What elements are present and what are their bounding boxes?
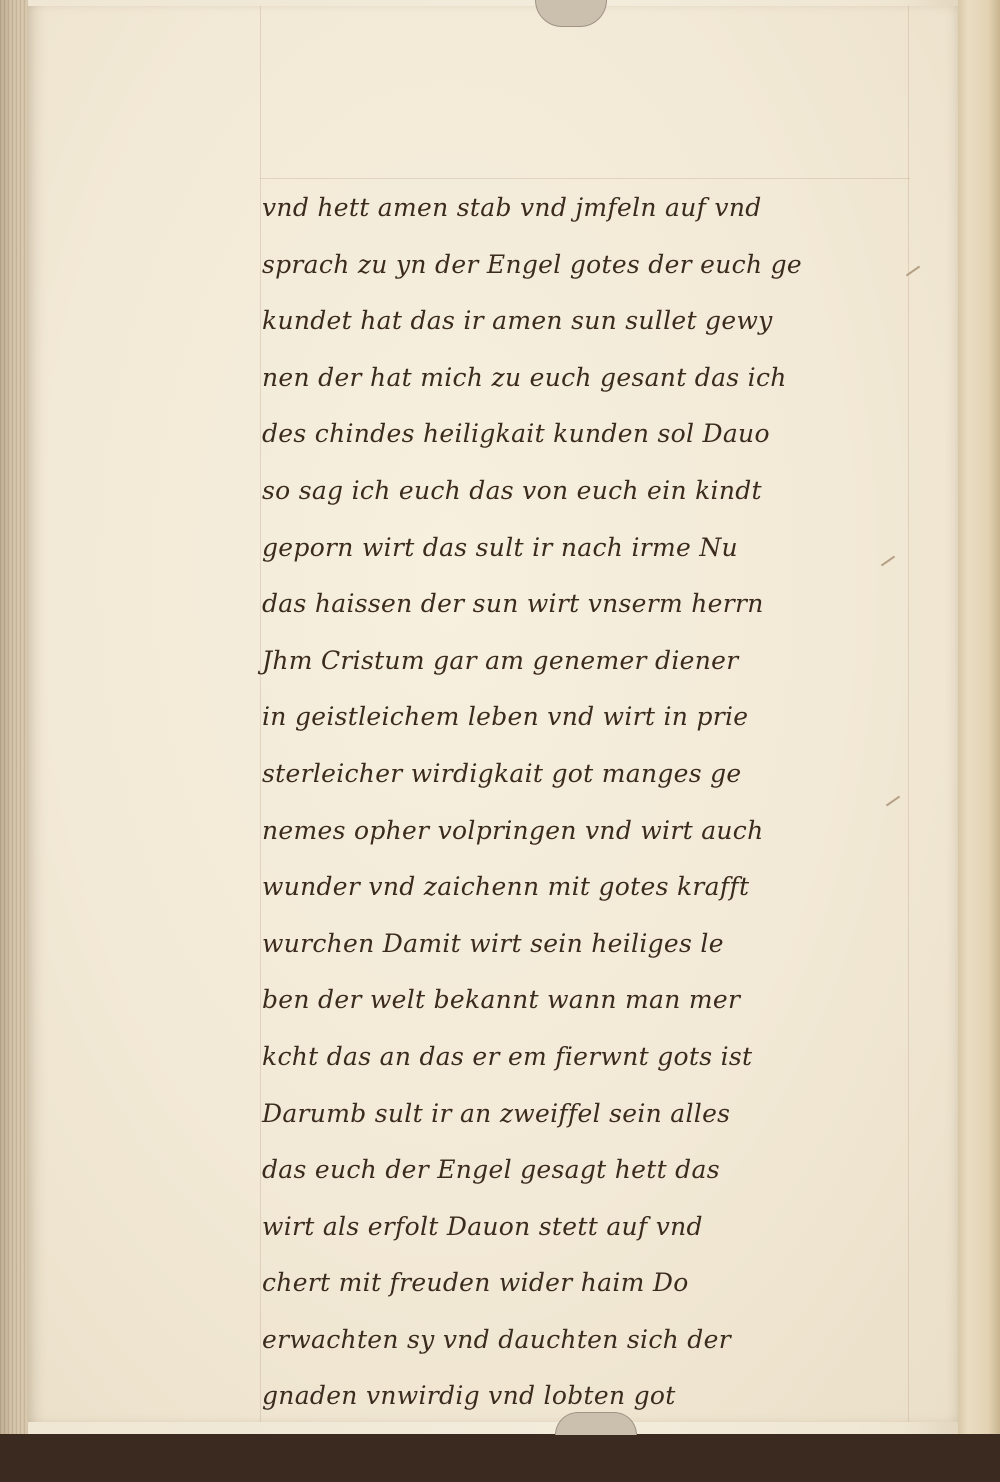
text-line: geporn wirt das sult ir nach irme Nu bbox=[262, 532, 738, 562]
text-line: ben der welt bekannt wann man mer bbox=[262, 985, 741, 1015]
text-line: nen der hat mich zu euch gesant das ich bbox=[262, 362, 787, 392]
ruling-line-top bbox=[260, 178, 910, 179]
manuscript-text bbox=[262, 180, 902, 1482]
text-line: vnd hett amen stab vnd jmfeln auf vnd bbox=[262, 193, 762, 222]
text-line: Darumb sult ir an zweiffel sein alles bbox=[262, 1098, 731, 1128]
ruling-line-right bbox=[908, 6, 909, 1422]
text-line: gnaden vnwirdig vnd lobten got bbox=[262, 1381, 676, 1411]
text-line: sprach zu yn der Engel gotes der euch ge bbox=[262, 249, 803, 279]
text-line: wirt als erfolt Dauon stett auf vnd bbox=[262, 1211, 703, 1241]
left-page-stack bbox=[0, 0, 28, 1434]
text-line: Jhm Cristum gar am genemer diener bbox=[262, 645, 739, 675]
text-line: kundet hat das ir amen sun sullet gewy bbox=[262, 306, 773, 336]
text-line: wurchen Damit wirt sein heiliges le bbox=[262, 928, 724, 958]
text-line: nemes opher volpringen vnd wirt auch bbox=[262, 815, 764, 845]
text-line: das haissen der sun wirt vnserm herrn bbox=[262, 589, 764, 619]
text-line: in geistleichem leben vnd wirt in prie bbox=[262, 702, 749, 732]
text-line: das euch der Engel gesagt hett das bbox=[262, 1155, 720, 1185]
text-line: wunder vnd zaichenn mit gotes krafft bbox=[262, 872, 750, 902]
text-line: vnd dankchten im seiner grossen parm bbox=[262, 1438, 769, 1468]
ruling-line-left bbox=[260, 6, 261, 1422]
text-line: so sag ich euch das von euch ein kindt bbox=[262, 475, 762, 505]
text-line: kcht das an das er em fierwnt gots ist bbox=[262, 1041, 753, 1071]
text-line: sterleicher wirdigkait got manges ge bbox=[262, 758, 742, 788]
text-line: erwachten sy vnd dauchten sich der bbox=[262, 1324, 731, 1354]
text-line: des chindes heiligkait kunden sol Dauo bbox=[262, 419, 770, 449]
right-page-edge bbox=[958, 0, 1000, 1434]
text-line: chert mit freuden wider haim Do bbox=[262, 1268, 689, 1298]
